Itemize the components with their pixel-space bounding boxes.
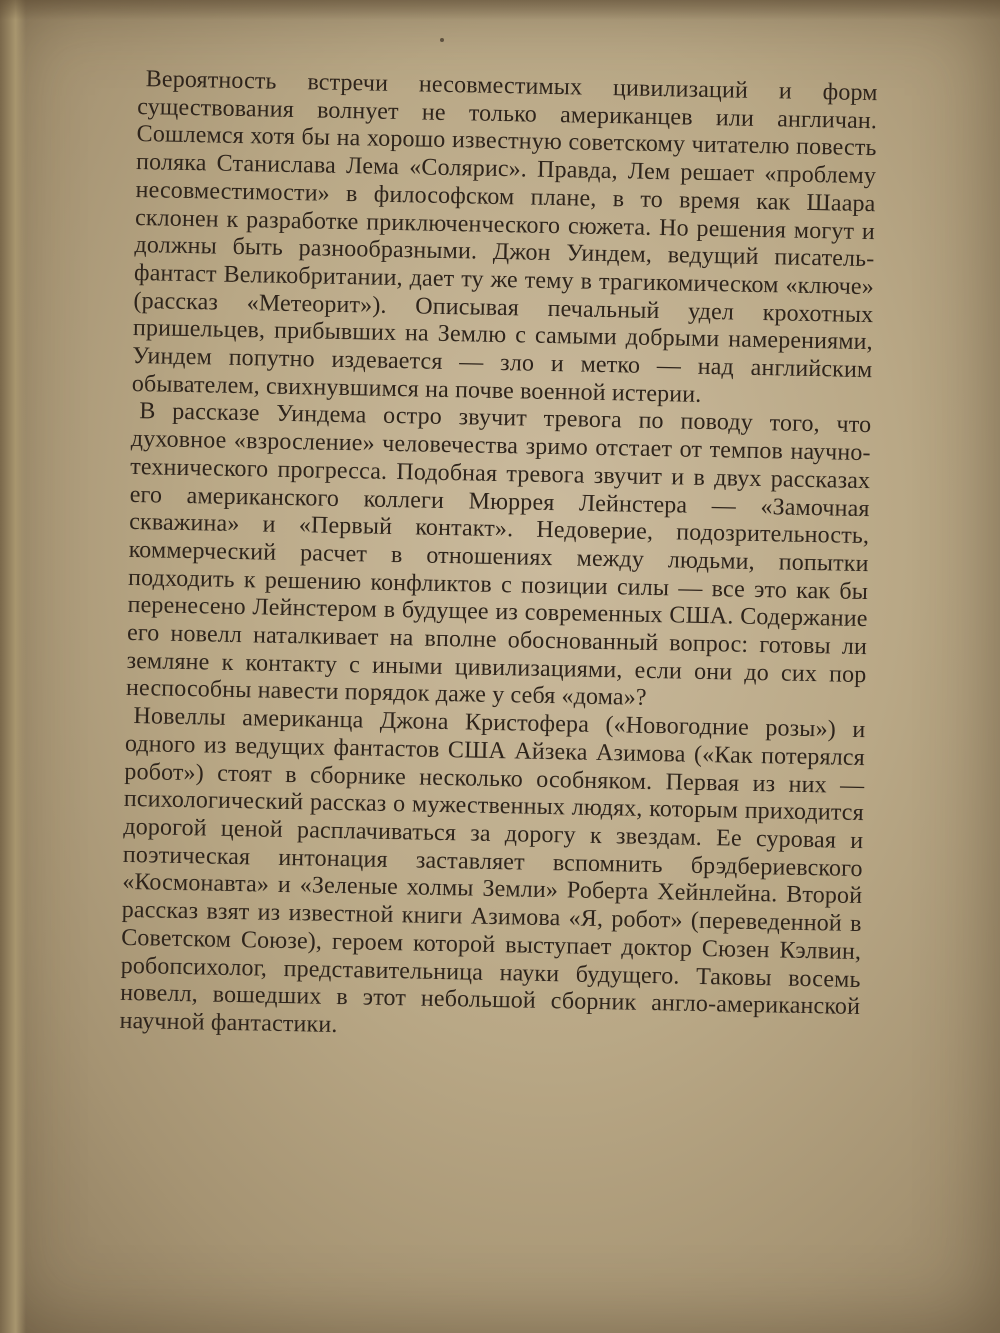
ink-speck: [440, 38, 444, 42]
paragraph-1: Вероятность встречи несовместимых цивилизаций и форм существования волнует не только американцев или англичан. Сошлемся хотя бы на хорошо известную советскому читателю повесть поляка Станислава Лема «Солярис». Правда, Лем решает «проблему несовместимости» в философском плане, в то время как Шаара склонен к разработке приключенческого сюжета. Но решения могут и должны быть разнообразными. Джон Уиндем, ведущий писатель-фантаст Великобритании, дает ту же тему в трагикомическом «ключе» (рассказ «Метеорит»). Описывая печальный удел крохотных пришельцев, прибывших на Землю с самыми добрыми намерениями, Уиндем попутно издевается — зло и метко — над английским обывателем, свихнувшимся на почве военной истерии.: [131, 66, 878, 408]
body-text: [119, 66, 877, 1050]
paragraph-3: Новеллы американца Джона Кристофера («Новогодние розы») и одного из ведущих фантастов США Айзека Азимова («Как потерялся робот») стоят в сборнике несколько особняком. Первая из них — психологический рассказ о мужественных людях, которым приходится дорогой ценой расплачиваться за дорогу к звездам. Ее суровая и поэтическая интонация заставляет вспомнить брэдбериевского «Космонавта» и «Зеленые холмы Земли» Роберта Хейнлейна. Второй рассказ взят из известной книги Азимова «Я, робот» (переведенной в Советском Союзе), героем которой выступает доктор Сюзен Кэлвин, робопсихолог, представительница науки будущего. Таковы восемь новелл, вошедших в этот небольшой сборник англо-американской научной фантастики.: [119, 703, 866, 1038]
paragraph-2: В рассказе Уиндема остро звучит тревога по поводу того, что духовное «взросление» человечества зримо отстает от темпов научно-технического прогресса. Подобная тревога звучит и в двух рассказах его американского коллеги Мюррея Лейнстера — «Замочная скважина» и «Первый контакт». Недоверие, подозрительность, коммерческий расчет в отношениях между людьми, попытки подходить к решению конфликтов с позиции силы — все это как бы перенесено Лейнстером в будущее из современных США. Содержание его новелл наталкивает на вполне обоснованный вопрос: готовы ли земляне к контакту с иными цивилизациями, если они до сих пор неспособны навести порядок даже у себя «дома»?: [125, 398, 872, 712]
page-top-shadow: [0, 0, 1000, 20]
page-left-edge: [0, 0, 26, 1333]
